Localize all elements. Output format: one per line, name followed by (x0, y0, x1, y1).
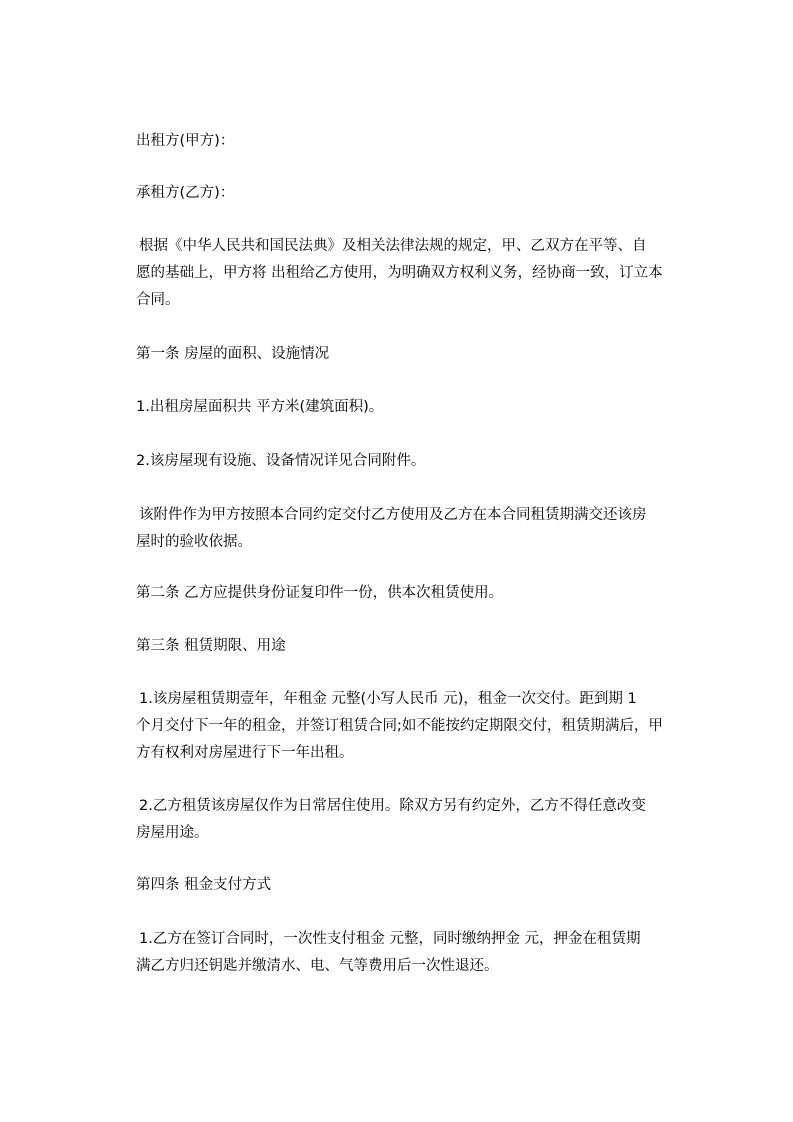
article1-note-line: 该附件作为甲方按照本合同约定交付乙方使用及乙方在本合同租赁期满交还该房 (139, 507, 647, 523)
article4-item1-line: 1.乙方在签订合同时，一次性支付租金 元整，同时缴纳押金 元，押金在租赁期 (139, 931, 641, 947)
article3-item1-line: 1.该房屋租赁期壹年，年租金 元整(小写人民币 元)，租金一次交付。距到期 1 (139, 691, 637, 707)
article4-item1-paragraph (136, 926, 701, 980)
article4-item1-line: 满乙方归还钥匙并缴清水、电、气等费用后一次性退还。 (136, 958, 499, 974)
article1-heading: 第一条 房屋的面积、设施情况 (136, 346, 330, 362)
article3-item2-line: 房屋用途。 (136, 825, 209, 841)
article3-item2-line: 2.乙方租赁该房屋仅作为日常居住使用。除双方另有约定外，乙方不得任意改变 (139, 798, 646, 814)
preamble-line: 愿的基础上，甲方将 出租给乙方使用，为明确双方权利义务，经协商一致，订立本 (136, 265, 663, 281)
article1-note-paragraph (136, 502, 701, 556)
lessee-line: 承租方(乙方)： (136, 185, 235, 201)
preamble-line: 根据《中华人民共和国民法典》及相关法律法规的规定，甲、乙双方在平等、自 (139, 238, 647, 254)
preamble-paragraph (136, 233, 701, 314)
article1-item1: 1.出租房屋面积共 平方米(建筑面积)。 (136, 399, 384, 415)
article2-heading: 第二条 乙方应提供身份证复印件一份，供本次租赁使用。 (136, 585, 504, 601)
article4-heading: 第四条 租金支付方式 (136, 877, 272, 893)
article3-heading: 第三条 租赁期限、用途 (136, 638, 286, 654)
lessor-line: 出租方(甲方)： (136, 133, 235, 149)
article3-item1-line: 个月交付下一年的租金，并签订租赁合同;如不能按约定期限交付，租赁期满后，甲 (136, 718, 663, 734)
article3-item1-paragraph (136, 686, 701, 767)
article1-item2: 2.该房屋现有设施、设备情况详见合同附件。 (136, 453, 426, 469)
article1-note-line: 屋时的验收依据。 (136, 534, 252, 550)
article3-item2-paragraph (136, 793, 701, 847)
article3-item1-line: 方有权利对房屋进行下一年出租。 (136, 745, 354, 761)
preamble-line: 合同。 (136, 292, 180, 308)
